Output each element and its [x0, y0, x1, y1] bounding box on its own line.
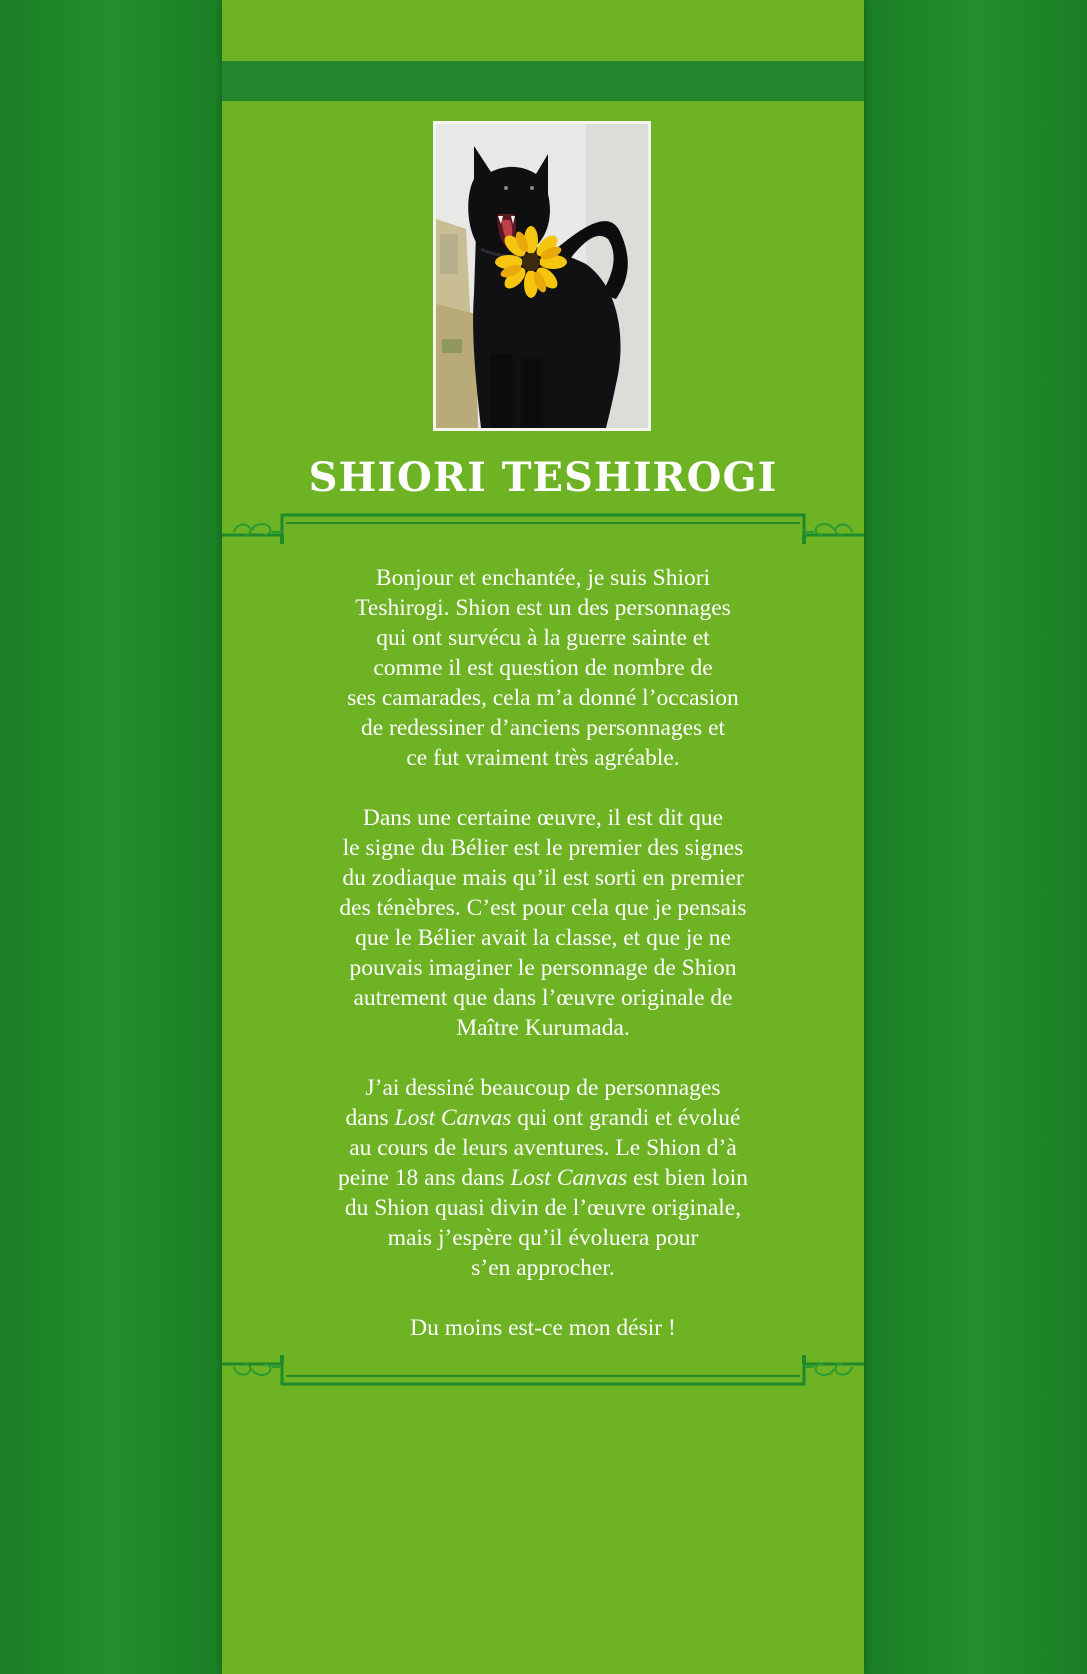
message-paragraph: Dans une certaine œuvre, il est dit que le signe du Bélier est le premier des signes du zodiaque mais qu’il est sorti en premier des ténèbres. C’est pour cela que je pensais que le Bélier avait la classe, et que je ne pouvais imaginer le personnage de Shion autrement que dans l’œuvre originale de Maître Kurumada. — [339, 805, 747, 1041]
author-photo — [433, 121, 651, 431]
ornamental-frame-top — [222, 510, 864, 544]
work-title: Lost Canvas — [394, 1105, 512, 1131]
work-title: Lost Canvas — [510, 1165, 628, 1191]
message-paragraph: J’ai dessiné beaucoup de personnages dans Lost Canvas qui ont grandi et évolué au cours de leurs aventures. Le Shion d’à peine 18 ans dans Lost Canvas est bien loin du Shion quasi divin de l’œuvre originale, mais j’espère qu’il évoluera pour s’en approcher. — [338, 1075, 748, 1281]
message-paragraph-closing: Du moins est-ce mon désir ! — [410, 1315, 676, 1341]
right-background-panel — [864, 0, 1087, 1674]
message-paragraph: Bonjour et enchantée, je suis Shiori Teshirogi. Shion est un des personnages qui ont survécu à la guerre sainte et comme il est question de nombre de ses camarades, cela m’a donné l’occasion de redessiner d’anciens personnages et ce fut vraiment très agréable. — [347, 565, 739, 771]
page-title: SHIORI TESHIROGI — [308, 454, 778, 501]
author-message — [282, 563, 804, 1373]
left-background-panel — [0, 0, 222, 1674]
content-column — [222, 0, 864, 1674]
ornamental-frame-bottom — [222, 1355, 864, 1389]
black-cat-illustration — [436, 124, 648, 428]
header-band — [222, 61, 864, 101]
